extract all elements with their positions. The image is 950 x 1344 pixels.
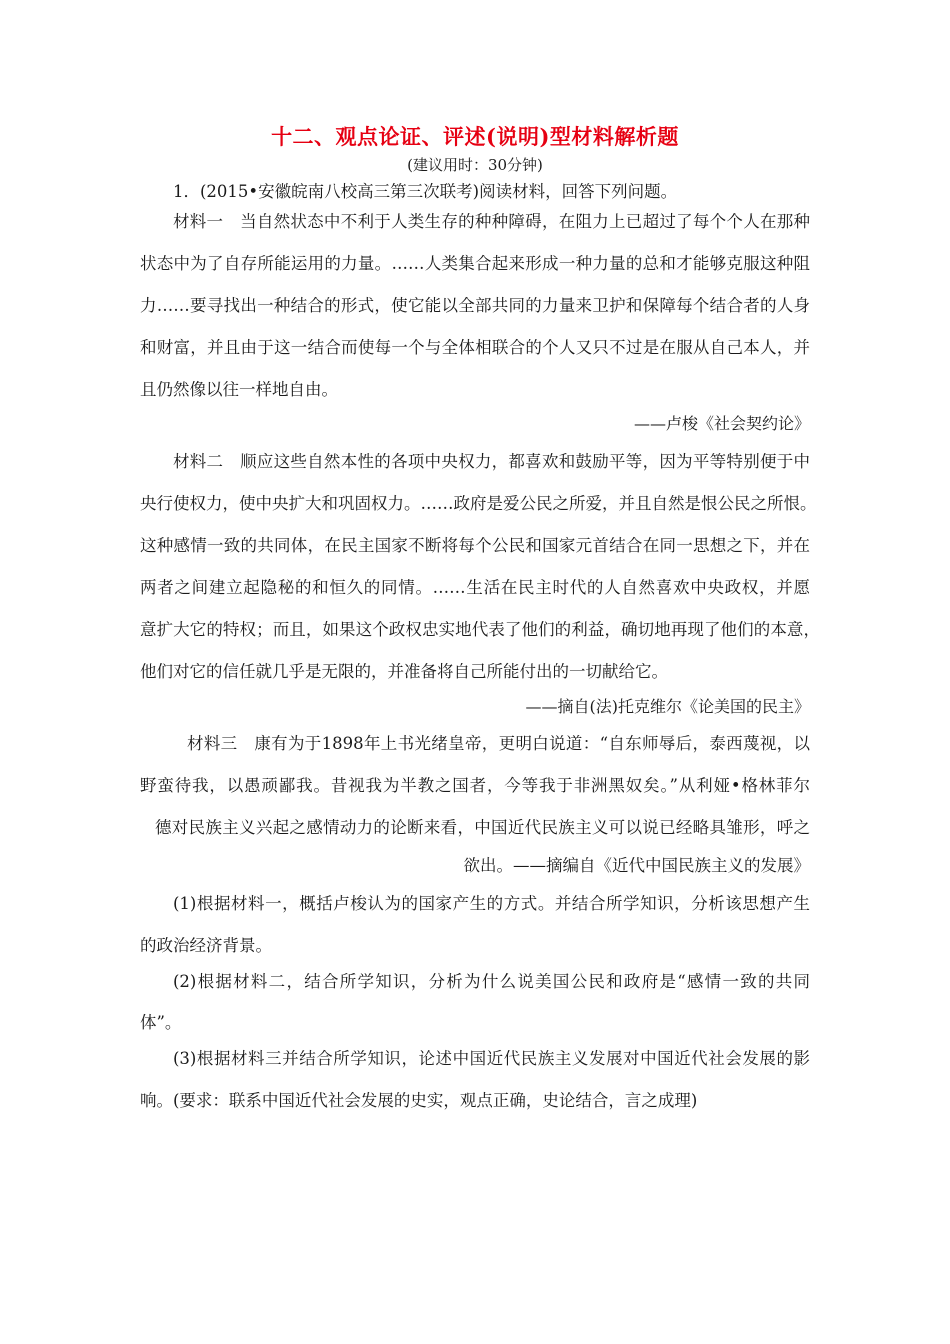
sub-question-2: (2)根据材料二，结合所学知识，分析为什么说美国公民和政府是“感情一致的共同 [173,972,810,991]
material3-line: 材料三 康有为于1898年上书光绪皇帝，更明白说道：“自东师辱后，泰西蔑视，以 [187,734,810,753]
material2-line: 意扩大它的特权；而且，如果这个政权忠实地代表了他们的利益，确切地再现了他们的本意， [140,620,820,639]
sub-question-1: (1)根据材料一，概括卢梭认为的国家产生的方式。并结合所学知识，分析该思想产生 [173,894,810,913]
material2-line: 央行使权力，使中央扩大和巩固权力。……政府是爱公民之所爱，并且自然是恨公民之所恨。 [140,494,817,513]
sub-question-3: 响。(要求：联系中国近代社会发展的史实，观点正确，史论结合，言之成理) [140,1091,698,1110]
material3-line: 德对民族主义兴起之感情动力的论断来看，中国近代民族主义可以说已经略具雏形，呼之 [155,818,810,837]
material1-line: 和财富，并且由于这一结合而使每一个与全体相联合的个人又只不过是在服从自己本人，并 [140,338,810,357]
material1-line: 且仍然像以往一样地自由。 [140,380,338,399]
sub-question-3: (3)根据材料三并结合所学知识，论述中国近代民族主义发展对中国近代社会发展的影 [173,1049,810,1068]
material2-line: 材料二 顺应这些自然本性的各项中央权力，都喜欢和鼓励平等，因为平等特别便于中 [173,452,810,471]
material3-line: 欲出。——摘编自《近代中国民族主义的发展》 [463,856,810,875]
sub-question-2: 体”。 [140,1013,182,1032]
material1-line: 状态中为了自存所能运用的力量。……人类集合起来形成一种力量的总和才能够克服这种阻 [140,254,810,273]
material3-line: 野蛮待我，以愚顽鄙我。昔视我为半教之国者，今等我于非洲黑奴矣。”从利娅•格林菲尔 [140,776,810,795]
time-suggestion: (建议用时：30分钟) [407,156,543,174]
material2-line: 两者之间建立起隐秘的和恒久的同情。……生活在民主时代的人自然喜欢中央政权，并愿 [140,578,810,597]
material1-line: 材料一 当自然状态中不利于人类生存的种种障碍，在阻力上已超过了每个个人在那种 [173,212,810,231]
page-title: 十二、观点论证、评述(说明)型材料解析题 [271,124,679,149]
sub-question-1: 的政治经济背景。 [140,936,272,955]
material2-source: ——摘自(法)托克维尔《论美国的民主》 [525,697,810,716]
material2-line: 他们对它的信任就几乎是无限的，并准备将自己所能付出的一切献给它。 [140,662,668,681]
material1-source: ——卢梭《社会契约论》 [633,414,810,433]
material2-line: 这种感情一致的共同体，在民主国家不断将每个公民和国家元首结合在同一思想之下，并在 [140,536,810,555]
question-intro: 1．(2015•安徽皖南八校高三第三次联考)阅读材料，回答下列问题。 [173,182,678,201]
material1-line: 力……要寻找出一种结合的形式，使它能以全部共同的力量来卫护和保障每个结合者的人身 [140,296,810,315]
